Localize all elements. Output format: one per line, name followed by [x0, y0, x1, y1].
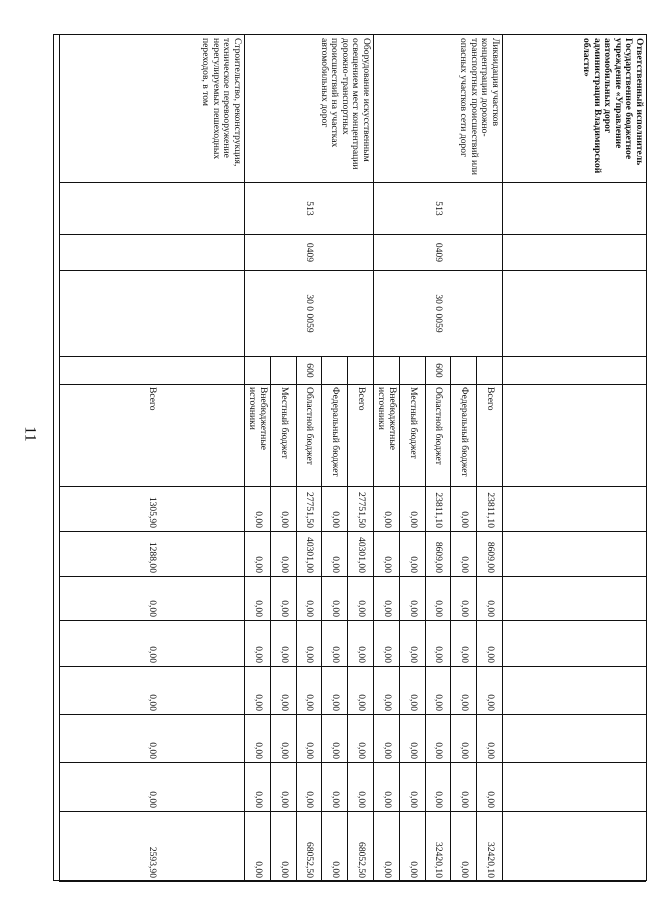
value-cell: 0,00	[321, 621, 347, 667]
vr-cell	[476, 357, 502, 385]
value-cell: 40301,00	[296, 532, 322, 577]
csr-code: 30 0 0059	[373, 271, 502, 357]
value-cell: 23811,10	[476, 487, 502, 532]
csr-code: 30 0 0059	[244, 271, 373, 357]
value-cell: 0,00	[321, 715, 347, 763]
funding-source: Внебюджетные источники	[373, 385, 399, 487]
value-cell: 0,00	[476, 667, 502, 715]
value-cell: 0,00	[373, 667, 399, 715]
value-cell: 0,00	[450, 715, 476, 763]
value-cell: 0,00	[296, 715, 322, 763]
total-cell: 0,00	[244, 812, 270, 882]
value-cell: 0,00	[59, 577, 244, 621]
value-cell: 0,00	[321, 487, 347, 532]
value-cell: 0,00	[244, 487, 270, 532]
total-cell: 68052,50	[347, 812, 373, 882]
value-cell: 0,00	[476, 577, 502, 621]
total-cell: 0,00	[373, 812, 399, 882]
value-cell: 23811,10	[425, 487, 451, 532]
value-cell: 0,00	[425, 715, 451, 763]
value-cell: 0,00	[450, 763, 476, 812]
vr-cell	[59, 357, 244, 385]
value-cell: 0,00	[59, 763, 244, 812]
total-cell: 0,00	[450, 812, 476, 882]
value-cell: 0,00	[373, 621, 399, 667]
rotated-table-container	[53, 34, 647, 881]
section-description: Ликвидация участков концентрации дорожно-транспортных происшествий или опасных участков сети дорог	[373, 35, 502, 183]
value-cell: 0,00	[450, 667, 476, 715]
rzpr-code: 0409	[373, 235, 502, 271]
value-cell: 0,00	[476, 621, 502, 667]
value-cell: 0,00	[399, 532, 425, 577]
vr-cell	[270, 357, 296, 385]
value-cell: 0,00	[425, 577, 451, 621]
value-cell: 0,00	[399, 763, 425, 812]
header-empty-cell	[502, 487, 646, 532]
value-cell: 0,00	[373, 532, 399, 577]
value-cell: 0,00	[270, 621, 296, 667]
value-cell: 0,00	[270, 667, 296, 715]
header-empty-cell	[502, 183, 646, 235]
funding-source: Федеральный бюджет	[450, 385, 476, 487]
value-cell: 0,00	[347, 715, 373, 763]
vr-cell: 600	[425, 357, 451, 385]
value-cell: 0,00	[425, 763, 451, 812]
vr-cell	[450, 357, 476, 385]
grbs-code: 513	[244, 183, 373, 235]
value-cell: 0,00	[244, 667, 270, 715]
value-cell: 0,00	[59, 667, 244, 715]
header-empty-cell	[502, 577, 646, 621]
value-cell: 0,00	[373, 715, 399, 763]
funding-source: Областной бюджет	[425, 385, 451, 487]
value-cell: 0,00	[450, 532, 476, 577]
value-cell: 0,00	[270, 577, 296, 621]
grbs-code: 513	[373, 183, 502, 235]
value-cell: 0,00	[347, 621, 373, 667]
header-empty-cell	[502, 667, 646, 715]
value-cell: 8609,00	[476, 532, 502, 577]
value-cell: 0,00	[425, 621, 451, 667]
funding-source: Всего	[59, 385, 244, 487]
value-cell: 0,00	[59, 621, 244, 667]
value-cell: 0,00	[373, 577, 399, 621]
funding-source: Местный бюджет	[399, 385, 425, 487]
funding-source: Областной бюджет	[296, 385, 322, 487]
value-cell: 0,00	[347, 577, 373, 621]
vr-cell	[373, 357, 399, 385]
value-cell: 0,00	[59, 715, 244, 763]
value-cell: 1288,00	[59, 532, 244, 577]
value-cell: 0,00	[270, 763, 296, 812]
page-number: 11	[22, 426, 39, 442]
csr-code	[59, 271, 244, 357]
vr-cell	[321, 357, 347, 385]
vr-cell	[399, 357, 425, 385]
value-cell: 27751,50	[347, 487, 373, 532]
value-cell: 0,00	[296, 577, 322, 621]
value-cell: 0,00	[450, 487, 476, 532]
header-empty-cell	[502, 621, 646, 667]
header-empty-cell	[502, 271, 646, 357]
value-cell: 0,00	[450, 621, 476, 667]
value-cell: 0,00	[476, 763, 502, 812]
value-cell: 0,00	[321, 532, 347, 577]
value-cell: 0,00	[270, 715, 296, 763]
value-cell: 0,00	[347, 763, 373, 812]
header-empty-cell	[502, 235, 646, 271]
value-cell: 0,00	[244, 532, 270, 577]
total-cell: 32420,10	[476, 812, 502, 882]
value-cell: 0,00	[399, 487, 425, 532]
vr-cell	[244, 357, 270, 385]
value-cell: 0,00	[476, 715, 502, 763]
value-cell: 0,00	[244, 715, 270, 763]
funding-source: Всего	[476, 385, 502, 487]
total-cell: 68052,50	[296, 812, 322, 882]
value-cell: 0,00	[373, 487, 399, 532]
value-cell: 0,00	[244, 577, 270, 621]
value-cell: 0,00	[296, 763, 322, 812]
value-cell: 0,00	[399, 577, 425, 621]
value-cell: 8609,00	[425, 532, 451, 577]
value-cell: 0,00	[347, 667, 373, 715]
total-cell: 0,00	[399, 812, 425, 882]
total-cell: 0,00	[270, 812, 296, 882]
vr-cell	[347, 357, 373, 385]
section-description: Строительство, реконструкция, техническое перевооружение нерегулируемых пешеходных переходов, в том	[59, 35, 244, 183]
value-cell: 0,00	[244, 763, 270, 812]
grbs-code	[59, 183, 244, 235]
header-empty-cell	[502, 715, 646, 763]
value-cell: 0,00	[399, 621, 425, 667]
funding-source: Федеральный бюджет	[321, 385, 347, 487]
value-cell: 0,00	[450, 577, 476, 621]
value-cell: 0,00	[296, 621, 322, 667]
value-cell: 0,00	[270, 532, 296, 577]
value-cell: 0,00	[321, 577, 347, 621]
value-cell: 0,00	[373, 763, 399, 812]
funding-source: Местный бюджет	[270, 385, 296, 487]
value-cell: 27751,50	[296, 487, 322, 532]
total-cell: 2593,90	[59, 812, 244, 882]
total-cell: 0,00	[321, 812, 347, 882]
section-description: Оборудование искусственным освещением мест концентрации дорожно-транспортных происшествий на участках автомобильных дорог	[244, 35, 373, 183]
value-cell: 0,00	[399, 715, 425, 763]
value-cell: 0,00	[399, 667, 425, 715]
funding-source: Всего	[347, 385, 373, 487]
funding-source: Внебюджетные источники	[244, 385, 270, 487]
header-empty-cell	[502, 357, 646, 385]
vr-cell: 600	[296, 357, 322, 385]
total-cell: 32420,10	[425, 812, 451, 882]
header-empty-cell	[502, 763, 646, 812]
value-cell: 0,00	[321, 667, 347, 715]
value-cell: 0,00	[321, 763, 347, 812]
value-cell: 0,00	[296, 667, 322, 715]
header-empty-cell	[502, 532, 646, 577]
value-cell: 1305,90	[59, 487, 244, 532]
header-empty-cell	[502, 812, 646, 882]
rzpr-code: 0409	[244, 235, 373, 271]
executor-cell: Ответственный исполнитель Государственное бюджетное учреждение «Управление автомобильных дорог администрации Владимирской области»	[502, 35, 646, 183]
value-cell: 0,00	[425, 667, 451, 715]
rzpr-code	[59, 235, 244, 271]
value-cell: 0,00	[244, 621, 270, 667]
header-empty-cell	[502, 385, 646, 487]
value-cell: 40301,00	[347, 532, 373, 577]
budget-table	[53, 34, 647, 881]
value-cell: 0,00	[270, 487, 296, 532]
